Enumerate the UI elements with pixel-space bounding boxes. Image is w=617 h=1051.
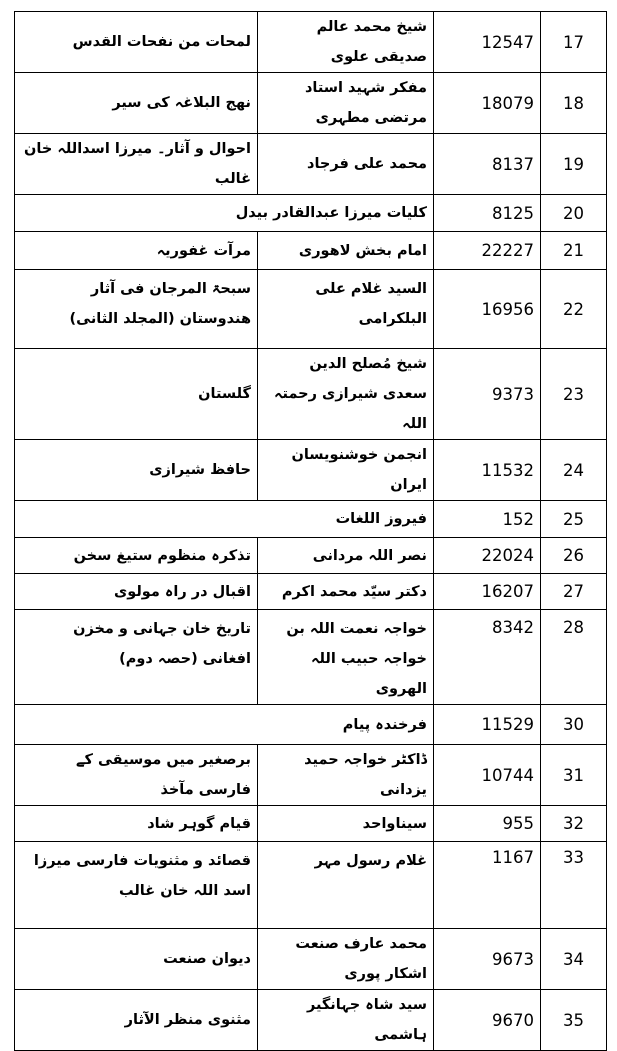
book-author: سید شاہ جہانگیر ہاشمی [258,990,434,1051]
accession-number: 11529 [434,705,541,745]
book-title: برصغیر میں موسیقی کے فارسی مآخذ [15,745,258,806]
book-title: تاریخ خان جہانی و مخزن افغانی (حصہ دوم) [15,610,258,705]
book-title: فرخندہ پیام [15,705,434,745]
table-row [15,610,607,705]
serial-number: 24 [541,440,607,501]
book-title: قیام گوہر شاد [15,806,258,842]
accession-number: 22024 [434,538,541,574]
book-title: سبحۃ المرجان فی آثار ھندوستان (المجلد الثانی) [15,270,258,349]
table-row [15,134,607,195]
table-row [15,232,607,270]
book-author: مفکر شہید استاد مرتضی مطہری [258,73,434,134]
book-title: لمحات من نفحات القدس [15,12,258,73]
table-row [15,806,607,842]
book-author: محمد عارف صنعت اشکار پوری [258,929,434,990]
accession-number: 955 [434,806,541,842]
table-row [15,501,607,538]
serial-number: 26 [541,538,607,574]
serial-number: 33 [541,842,607,929]
accession-number: 9670 [434,990,541,1051]
accession-number: 8342 [434,610,541,705]
accession-number: 16207 [434,574,541,610]
accession-number: 9373 [434,349,541,440]
accession-number: 12547 [434,12,541,73]
table-row [15,538,607,574]
table-row [15,440,607,501]
book-author: سیناواحد [258,806,434,842]
accession-number: 22227 [434,232,541,270]
serial-number: 32 [541,806,607,842]
book-title: مثنوی منظر الآثار [15,990,258,1051]
book-author: نصر اللہ مردانی [258,538,434,574]
book-author: شیخ محمد عالم صدیقی علوی [258,12,434,73]
book-author: انجمن خوشنویسان ایران [258,440,434,501]
serial-number: 35 [541,990,607,1051]
accession-number: 11532 [434,440,541,501]
table-row [15,270,607,349]
serial-number: 30 [541,705,607,745]
accession-number: 1167 [434,842,541,929]
accession-number: 10744 [434,745,541,806]
book-title: گلستان [15,349,258,440]
accession-number: 152 [434,501,541,538]
accession-number: 16956 [434,270,541,349]
serial-number: 23 [541,349,607,440]
book-author: السید غلام علی البلکرامی [258,270,434,349]
serial-number: 18 [541,73,607,134]
book-author: محمد علی فرجاد [258,134,434,195]
serial-number: 17 [541,12,607,73]
serial-number: 21 [541,232,607,270]
book-title: حافظ شیرازی [15,440,258,501]
serial-number: 27 [541,574,607,610]
serial-number: 22 [541,270,607,349]
book-author: شیخ مُصلح الدین سعدی شیرازی رحمتہ اللہ [258,349,434,440]
table-row [15,705,607,745]
serial-number: 25 [541,501,607,538]
serial-number: 19 [541,134,607,195]
table-row [15,195,607,232]
book-title: نھج البلاغہ کی سیر [15,73,258,134]
book-title: دیوان صنعت [15,929,258,990]
accession-number: 9673 [434,929,541,990]
table-row [15,745,607,806]
serial-number: 28 [541,610,607,705]
accession-number: 8137 [434,134,541,195]
table-row [15,574,607,610]
table-row [15,349,607,440]
book-title: اقبال در راہ مولوی [15,574,258,610]
table-row [15,842,607,929]
book-title: قصائد و مثنویات فارسی میرزا اسد اللہ خان غالب [15,842,258,929]
book-title: مرآت غفوریہ [15,232,258,270]
accession-number: 18079 [434,73,541,134]
book-author: خواجہ نعمت اللہ بن خواجہ حبیب اللہ الھروی [258,610,434,705]
book-title: احوال و آثار۔ میرزا اسداللہ خان غالب [15,134,258,195]
serial-number: 20 [541,195,607,232]
table-row [15,12,607,73]
catalog-table [14,11,607,1051]
book-author: ڈاکٹر خواجہ حمید یزدانی [258,745,434,806]
accession-number: 8125 [434,195,541,232]
book-author: غلام رسول مہر [258,842,434,929]
serial-number: 34 [541,929,607,990]
book-title: کلیات میرزا عبدالقادر بیدل [15,195,434,232]
book-author: امام بخش لاھوری [258,232,434,270]
serial-number: 31 [541,745,607,806]
book-author: دکتر سیّد محمد اکرم [258,574,434,610]
book-title: فیروز اللغات [15,501,434,538]
table-row [15,73,607,134]
book-title: تذکرہ منظوم ستیغ سخن [15,538,258,574]
table-row [15,929,607,990]
table-row [15,990,607,1051]
